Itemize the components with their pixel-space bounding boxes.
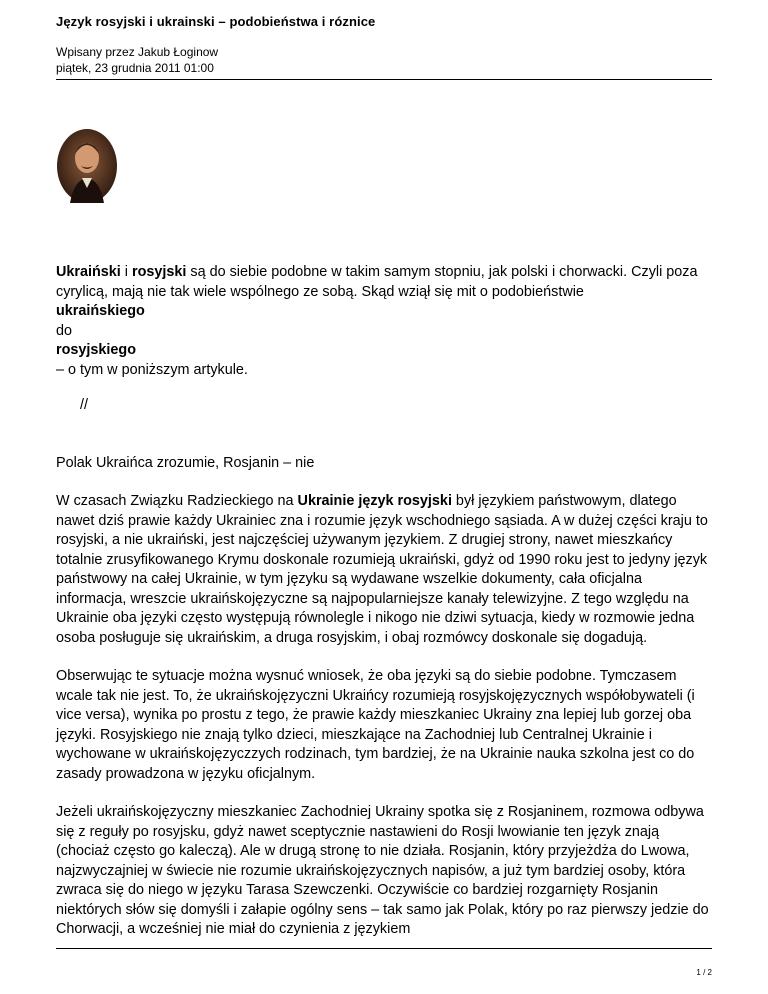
article-title: Język rosyjski i ukrainski – podobieństwa i róznice bbox=[56, 14, 376, 29]
date-line: piątek, 23 grudnia 2011 01:00 bbox=[56, 61, 214, 75]
paragraph-3: Jeżeli ukraińskojęzyczny mieszkaniec Zachodniej Ukrainy spotka się z Rosjaninem, rozmowa odbywa się z reguły po rosyjsku, gdyż nawet sceptycznie nastawieni do Rosji lwowianie ten język znają (chociaż często go kaleczą). Ale w drugą stronę to nie działa. Rosjanin, który przyjeżdża do Lwowa, najzwyczajniej w świecie nie rozumie ukraińskojęzycznych napisów, a już tym bardziej osoby, która zwraca się do niego w języku Tarasa Szewczenki. Oczywiście co bardziej rozgarnięty Rosjanin niektórych słów się domyśli i załapie ogólny sens – tak samo jak Polak, który po raz pierwszy jedzie do Chorwacji, a wcześniej nie miał do czynienia z językiem bbox=[56, 804, 709, 937]
page-number: 1 / 2 bbox=[696, 968, 712, 977]
footer-divider bbox=[56, 948, 712, 949]
separator-slashes: // bbox=[80, 397, 88, 413]
intro-paragraph: Ukraiński i rosyjski są do siebie podobne w takim samym stopniu, jak polski i chorwacki. Czyli poza cyrylicą, mają nie tak wiele wspólnego ze sobą. Skąd wziął się mit o podobieństwie ukraińskiego do rosyjskiego – o tym w poniższym artykule. bbox=[56, 264, 698, 378]
paragraph-1: W czasach Związku Radzieckiego na Ukrainie język rosyjski był językiem państwowym, dlatego nawet dziś prawie każdy Ukrainiec zna i rozumie język wschodniego sąsiada. A w dużej części kraju to rosyjski, a nie ukraiński, jest najczęściej używanym językiem. Z drugiej strony, nawet mieszkańcy totalnie zrusyfikowanego Krymu doskonale rozumieją ukraiński, gdyż od 1990 roku jest to jedyny język państwowy na całej Ukrainie, w tym języku są wydawane wszelkie dokumenty, cała oficjalna informacja, wreszcie ukraińskojęzyczne są najpopularniejsze kanały telewizyjne. Z tego względu na Ukrainie oba języki często występują równolegle i nikogo nie dziwi sytuacja, kiedy w rozmowie jedna osoba posługuje się ukraińskim, a druga rosyjskim, i obaj rozmówcy doskonale się dogadują. bbox=[56, 493, 708, 646]
author-line: Wpisany przez Jakub Łoginow bbox=[56, 45, 219, 59]
article-meta bbox=[56, 44, 218, 76]
document-page bbox=[56, 0, 712, 994]
subheading: Polak Ukraińca zrozumie, Rosjanin – nie bbox=[56, 454, 315, 471]
article-body bbox=[56, 263, 716, 940]
paragraph-2: Obserwując te sytuacje można wysnuć wniosek, że oba języki są do siebie podobne. Tymczasem wcale tak nie jest. To, że ukraińskojęzyczni Ukraińcy rozumieją rosyjskojęzycznych współobywateli (i vice versa), wynika po prostu z tego, że prawie każdy mieszkaniec Ukrainy zna lepiej lub gorzej oba języki. Rosyjskiego nie znają tylko dzieci, mieszkające na Zachodniej lub Centralnej Ukrainie i wychowane w ukraińskojęzyczzych rodzinach, tym bardziej, że na Ukrainie nauka szkolna jest co do zasady prowadzona w języku oficjalnym. bbox=[56, 668, 695, 782]
header-divider bbox=[56, 79, 712, 80]
portrait-image bbox=[56, 128, 118, 204]
